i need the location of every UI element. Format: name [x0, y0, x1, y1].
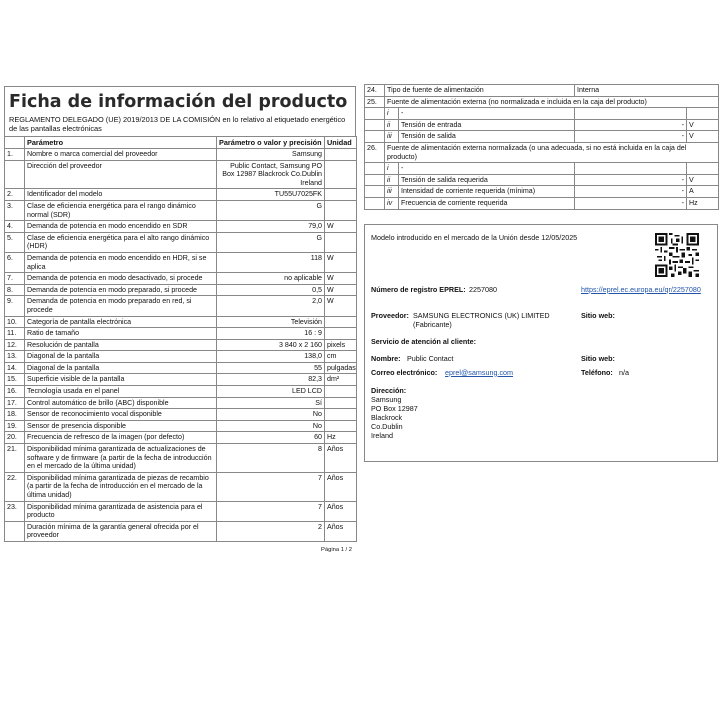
row-value: No — [217, 409, 325, 421]
row-value: 79,0 — [217, 221, 325, 233]
phone-value: n/a — [619, 367, 629, 377]
row-unit: dm² — [325, 374, 357, 386]
table-row: ii Tensión de salida requerida - V — [365, 174, 719, 186]
row-number: 15. — [5, 374, 25, 386]
table-row — [5, 316, 357, 328]
row-number — [5, 521, 25, 541]
row-number: 4. — [5, 221, 25, 233]
row-unit — [325, 149, 357, 161]
table-row: 24. Tipo de fuente de alimentación Interna — [365, 85, 719, 97]
row-value: No — [217, 420, 325, 432]
table-row — [5, 189, 357, 201]
eprel-link[interactable]: https://eprel.ec.europa.eu/qr/2257080 — [581, 284, 701, 294]
row-number: 3. — [5, 200, 25, 220]
row-number: 1. — [5, 149, 25, 161]
row-number: 17. — [5, 397, 25, 409]
row-parameter: Categoría de pantalla electrónica — [25, 316, 217, 328]
row-unit — [325, 316, 357, 328]
row-parameter: Disponibilidad mínima garantizada de asistencia para el producto — [25, 501, 217, 521]
row-parameter: Sensor de presencia disponible — [25, 420, 217, 432]
qr-code-icon[interactable] — [655, 233, 699, 277]
eprel-reg-value: 2257080 — [469, 284, 497, 294]
table-row — [5, 386, 357, 398]
table-row — [5, 284, 357, 296]
row-unit: pulgadas — [325, 362, 357, 374]
email-label: Correo electrónico: — [371, 367, 438, 377]
address-line: Samsung — [371, 394, 402, 404]
row-parameter: Demanda de potencia en modo desactivado, si procede — [25, 273, 217, 285]
col-parameter: Parámetro — [25, 137, 217, 149]
row-value: Sí — [217, 397, 325, 409]
row-parameter: Identificador del modelo — [25, 189, 217, 201]
row-parameter: Nombre o marca comercial del proveedor — [25, 149, 217, 161]
row-number: 20. — [5, 432, 25, 444]
row-number — [5, 160, 25, 189]
row-number: 10. — [5, 316, 25, 328]
row-parameter: Clase de eficiencia energética para el alto rango dinámico (HDR) — [25, 232, 217, 252]
row-unit — [325, 397, 357, 409]
row-parameter: Diagonal de la pantalla — [25, 351, 217, 363]
row-number: 14. — [5, 362, 25, 374]
table-row — [5, 149, 357, 161]
row-unit: Años — [325, 444, 357, 473]
row-value: 60 — [217, 432, 325, 444]
product-info-sheet — [4, 86, 356, 553]
row-parameter: Diagonal de la pantalla — [25, 362, 217, 374]
page-number: Página 1 / 2 — [321, 546, 352, 553]
col-number — [5, 137, 25, 149]
table-row: i - — [365, 163, 719, 175]
row-value: 138,0 — [217, 351, 325, 363]
row-parameter: Demanda de potencia en modo encendido en SDR — [25, 221, 217, 233]
row-number: 16. — [5, 386, 25, 398]
row-number: 19. — [5, 420, 25, 432]
page-title: Ficha de información del producto — [4, 86, 356, 113]
col-value: Parámetro o valor y precisión — [217, 137, 325, 149]
provider-label: Proveedor: — [371, 310, 409, 320]
table-row — [5, 444, 357, 473]
row-unit: W — [325, 296, 357, 316]
eprel-reg-label: Número de registro EPREL: — [371, 284, 466, 294]
name-label: Nombre: — [371, 353, 401, 363]
table-row: i - — [365, 108, 719, 120]
row-value: 8 — [217, 444, 325, 473]
row-value: TU55U7025FK — [217, 189, 325, 201]
table-row — [5, 409, 357, 421]
market-intro-date: Modelo introducido en el mercado de la Unión desde 12/05/2025 — [371, 232, 578, 242]
row-unit: Años — [325, 472, 357, 501]
name-value: Public Contact — [407, 353, 454, 363]
col-unit: Unidad — [325, 137, 357, 149]
row-unit — [325, 189, 357, 201]
row-value: 7 — [217, 472, 325, 501]
row-unit: cm — [325, 351, 357, 363]
row-value: Public Contact, Samsung PO Box 12987 Blackrock Co.Dublin Ireland — [217, 160, 325, 189]
table-row — [5, 232, 357, 252]
row-value: 3 840 x 2 160 — [217, 339, 325, 351]
table-row: iii Intensidad de corriente requerida (mínima) - A — [365, 186, 719, 198]
row-unit — [325, 409, 357, 421]
row-unit: W — [325, 273, 357, 285]
address-line: Co.Dublin — [371, 421, 403, 431]
table-row — [5, 472, 357, 501]
provider-value: SAMSUNG ELECTRONICS (UK) LIMITED (Fabricante) — [413, 310, 550, 329]
row-value: 55 — [217, 362, 325, 374]
power-supply-table — [364, 84, 719, 210]
row-parameter: Tecnología usada en el panel — [25, 386, 217, 398]
row-unit — [325, 232, 357, 252]
row-number: 23. — [5, 501, 25, 521]
table-row — [5, 160, 357, 189]
row-parameter: Duración mínima de la garantía general ofrecida por el proveedor — [25, 521, 217, 541]
table-row — [5, 501, 357, 521]
website-label-2: Sitio web: — [581, 353, 615, 363]
row-value: 2 — [217, 521, 325, 541]
row-parameter: Disponibilidad mínima garantizada de piezas de recambio (a partir de la fecha de introducción en el mercado de la última unidad) — [25, 472, 217, 501]
row-value: G — [217, 200, 325, 220]
row-number: 6. — [5, 252, 25, 272]
row-number: 2. — [5, 189, 25, 201]
row-parameter: Sensor de reconocimiento vocal disponible — [25, 409, 217, 421]
row-value: Samsung — [217, 149, 325, 161]
table-row — [5, 362, 357, 374]
row-unit: Años — [325, 521, 357, 541]
parameters-table — [4, 136, 357, 542]
row-number: 22. — [5, 472, 25, 501]
row-parameter: Disponibilidad mínima garantizada de actualizaciones de software y de firmware (a partir de la fecha de introducción en el mercado de la última unidad) — [25, 444, 217, 473]
row-value: 7 — [217, 501, 325, 521]
row-number: 9. — [5, 296, 25, 316]
table-row — [5, 521, 357, 541]
row-parameter: Superficie visible de la pantalla — [25, 374, 217, 386]
row-number: 13. — [5, 351, 25, 363]
table-row: 25. Fuente de alimentación externa (no normalizada e incluida en la caja del producto) — [365, 96, 719, 108]
row-number: 8. — [5, 284, 25, 296]
row-parameter: Control automático de brillo (ABC) disponible — [25, 397, 217, 409]
row-unit — [325, 420, 357, 432]
table-row — [5, 351, 357, 363]
website-label: Sitio web: — [581, 310, 615, 320]
address-line: Blackrock — [371, 412, 403, 422]
row-value: 0,5 — [217, 284, 325, 296]
row-value: 2,0 — [217, 296, 325, 316]
table-row — [5, 339, 357, 351]
row-number: 11. — [5, 328, 25, 340]
right-column — [364, 84, 718, 462]
row-parameter: Dirección del proveedor — [25, 160, 217, 189]
row-value: 118 — [217, 252, 325, 272]
table-row — [5, 252, 357, 272]
table-row: ii Tensión de entrada - V — [365, 119, 719, 131]
row-unit — [325, 386, 357, 398]
row-unit: W — [325, 252, 357, 272]
row-parameter: Resolución de pantalla — [25, 339, 217, 351]
row-unit: W — [325, 284, 357, 296]
table-row — [5, 374, 357, 386]
table-row — [5, 420, 357, 432]
address-label: Dirección: — [371, 385, 407, 395]
row-value: G — [217, 232, 325, 252]
row-value: 16 : 9 — [217, 328, 325, 340]
table-row — [5, 200, 357, 220]
regulation-text: REGLAMENTO DELEGADO (UE) 2019/2013 DE LA COMISIÓN en lo relativo al etiquetado energético de las pantallas electrónicas — [4, 113, 356, 136]
address-line: Ireland — [371, 430, 393, 440]
row-unit: Hz — [325, 432, 357, 444]
row-parameter: Demanda de potencia en modo preparado, si procede — [25, 284, 217, 296]
row-unit: pixels — [325, 339, 357, 351]
row-parameter: Demanda de potencia en modo preparado en red, si procede — [25, 296, 217, 316]
row-unit: W — [325, 221, 357, 233]
table-row — [5, 432, 357, 444]
row-parameter: Clase de eficiencia energética para el rango dinámico normal (SDR) — [25, 200, 217, 220]
row-unit: Años — [325, 501, 357, 521]
phone-label: Teléfono: — [581, 367, 613, 377]
row-value: no aplicable — [217, 273, 325, 285]
row-number: 7. — [5, 273, 25, 285]
customer-service-label: Servicio de atención al cliente: — [371, 336, 477, 346]
row-number: 12. — [5, 339, 25, 351]
table-row — [5, 221, 357, 233]
table-row — [5, 397, 357, 409]
table-row — [5, 296, 357, 316]
email-link[interactable]: eprel@samsung.com — [445, 367, 514, 377]
row-number: 5. — [5, 232, 25, 252]
table-row: iii Tensión de salida - V — [365, 131, 719, 143]
row-parameter: Frecuencia de refresco de la imagen (por defecto) — [25, 432, 217, 444]
row-number: 18. — [5, 409, 25, 421]
row-value: 82,3 — [217, 374, 325, 386]
table-row: 26. Fuente de alimentación externa normalizada (o una adecuada, si no está incluida en la caja del producto) — [365, 142, 719, 162]
row-unit — [325, 160, 357, 189]
row-unit — [325, 200, 357, 220]
row-value: Televisión — [217, 316, 325, 328]
row-parameter: Demanda de potencia en modo encendido en HDR, si se aplica — [25, 252, 217, 272]
eprel-info-box — [364, 224, 718, 462]
row-unit — [325, 328, 357, 340]
table-row — [5, 273, 357, 285]
row-number: 21. — [5, 444, 25, 473]
table-row — [5, 328, 357, 340]
row-parameter: Ratio de tamaño — [25, 328, 217, 340]
table-row: iv Frecuencia de corriente requerida - Hz — [365, 197, 719, 209]
address-line: PO Box 12987 — [371, 403, 418, 413]
row-value: LED LCD — [217, 386, 325, 398]
